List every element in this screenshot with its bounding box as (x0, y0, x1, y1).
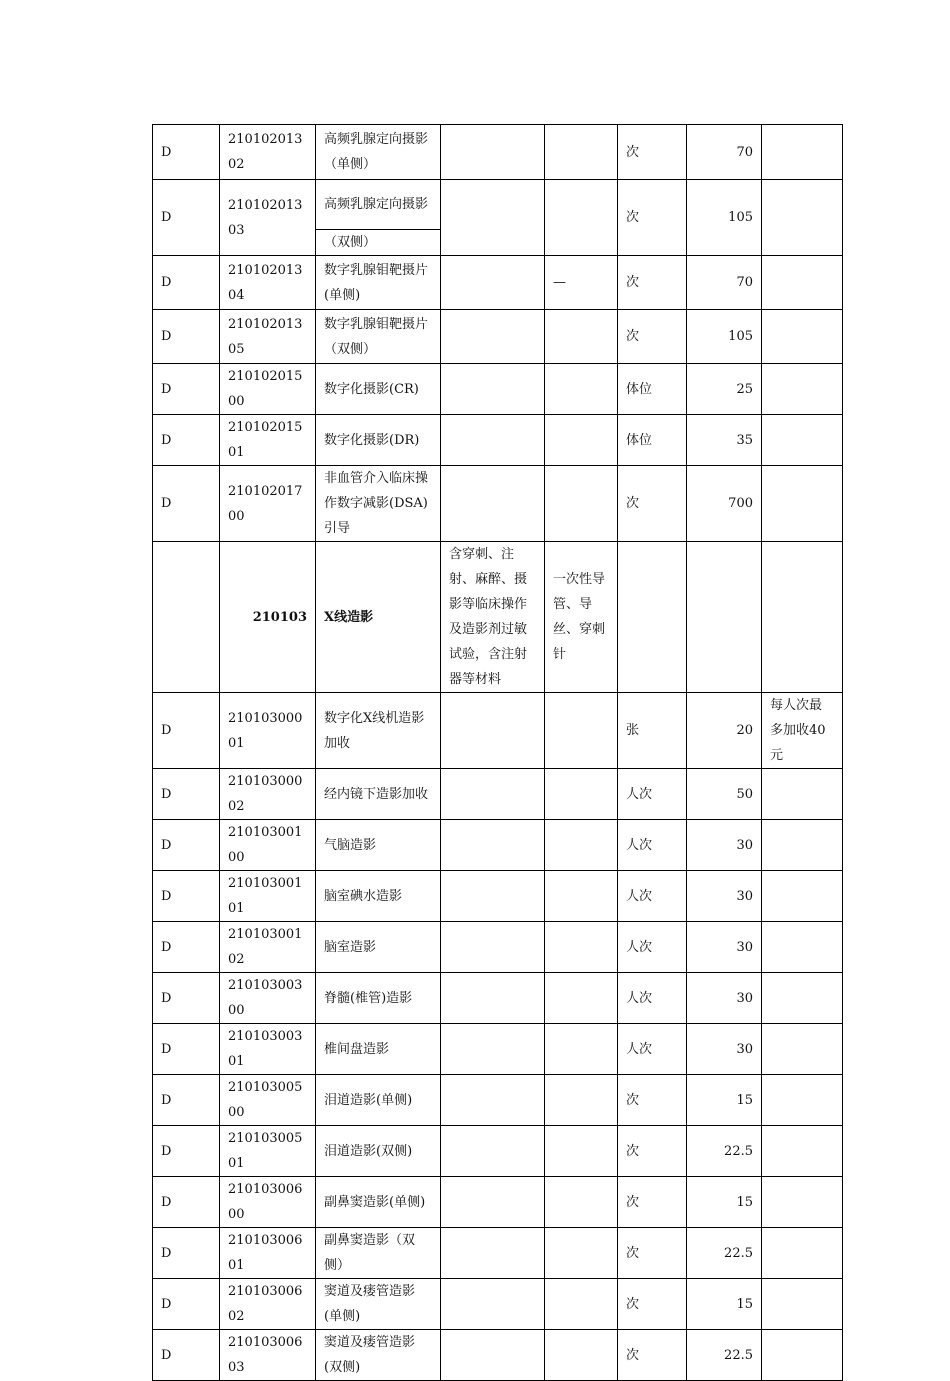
price-cell: 30 (687, 1024, 762, 1075)
fee-table-body (153, 125, 843, 1381)
unit-cell: 次 (618, 1177, 687, 1228)
class-cell: D (153, 1330, 220, 1381)
code-cell: 21010300100 (220, 820, 316, 871)
content-cell (441, 973, 545, 1024)
name-cell: 脑室造影 (316, 922, 441, 973)
content-cell (441, 364, 545, 415)
content-cell (441, 256, 545, 310)
price-cell: 700 (687, 466, 762, 542)
price-cell: 70 (687, 125, 762, 180)
unit-cell: 体位 (618, 364, 687, 415)
note-cell (762, 125, 843, 180)
except-cell (545, 871, 618, 922)
code-cell: 21010300001 (220, 693, 316, 769)
table-row (153, 415, 843, 466)
unit-cell: 次 (618, 1279, 687, 1330)
price-cell: 70 (687, 256, 762, 310)
table-row (153, 1075, 843, 1126)
table-row (153, 180, 843, 230)
table-row (153, 769, 843, 820)
name-cell: 泪道造影(单侧) (316, 1075, 441, 1126)
unit-cell: 次 (618, 125, 687, 180)
table-row-category (153, 542, 843, 693)
code-cell: 21010300002 (220, 769, 316, 820)
price-cell: 20 (687, 693, 762, 769)
except-cell (545, 1279, 618, 1330)
table-row (153, 1177, 843, 1228)
class-cell: D (153, 1279, 220, 1330)
unit-cell: 张 (618, 693, 687, 769)
content-cell (441, 180, 545, 256)
content-cell (441, 693, 545, 769)
price-cell: 50 (687, 769, 762, 820)
code-cell: 21010300102 (220, 922, 316, 973)
except-cell (545, 1126, 618, 1177)
class-cell: D (153, 180, 220, 256)
except-cell (545, 973, 618, 1024)
class-cell: D (153, 466, 220, 542)
code-cell: 21010201500 (220, 364, 316, 415)
except-cell (545, 1228, 618, 1279)
content-cell (441, 125, 545, 180)
except-cell (545, 364, 618, 415)
name-cell: 副鼻窦造影（双侧） (316, 1228, 441, 1279)
name-cell: 数字乳腺钼靶摄片(单侧) (316, 256, 441, 310)
except-cell (545, 415, 618, 466)
note-cell (762, 466, 843, 542)
price-cell: 15 (687, 1279, 762, 1330)
name-cell: 脑室碘水造影 (316, 871, 441, 922)
class-cell: D (153, 310, 220, 364)
unit-cell: 次 (618, 466, 687, 542)
code-cell: 21010201303 (220, 180, 316, 256)
name-cell: 副鼻窦造影(单侧) (316, 1177, 441, 1228)
code-cell: 21010300101 (220, 871, 316, 922)
note-cell (762, 973, 843, 1024)
unit-cell: 次 (618, 310, 687, 364)
note-cell (762, 769, 843, 820)
note-cell (762, 1024, 843, 1075)
unit-cell: 次 (618, 1228, 687, 1279)
content-cell (441, 1024, 545, 1075)
class-cell: D (153, 1228, 220, 1279)
unit-cell: 人次 (618, 820, 687, 871)
content-cell (441, 310, 545, 364)
code-cell: 21010300602 (220, 1279, 316, 1330)
table-row (153, 693, 843, 769)
except-cell (545, 1177, 618, 1228)
except-cell (545, 769, 618, 820)
content-cell (441, 1075, 545, 1126)
unit-cell: 次 (618, 256, 687, 310)
name-cell: 数字化X线机造影加收 (316, 693, 441, 769)
unit-cell: 次 (618, 180, 687, 256)
code-cell: 21010300603 (220, 1330, 316, 1381)
price-cell: 30 (687, 871, 762, 922)
category-name-cell: X线造影 (316, 542, 441, 693)
name-cell: 高频乳腺定向摄影（单侧） (316, 125, 441, 180)
note-cell (762, 820, 843, 871)
name-cell-continuation: （双侧） (316, 230, 441, 256)
note-cell (762, 922, 843, 973)
table-row (153, 125, 843, 180)
unit-cell: 次 (618, 1075, 687, 1126)
unit-cell: 人次 (618, 922, 687, 973)
code-cell: 21010300301 (220, 1024, 316, 1075)
name-cell: 椎间盘造影 (316, 1024, 441, 1075)
name-cell: 气脑造影 (316, 820, 441, 871)
class-cell: D (153, 820, 220, 871)
table-row (153, 466, 843, 542)
note-cell (762, 1330, 843, 1381)
name-cell: 脊髓(椎管)造影 (316, 973, 441, 1024)
except-cell (545, 310, 618, 364)
class-cell: D (153, 415, 220, 466)
note-cell (762, 310, 843, 364)
class-cell: D (153, 1126, 220, 1177)
table-row (153, 922, 843, 973)
note-cell (762, 1075, 843, 1126)
note-cell (762, 256, 843, 310)
table-row (153, 256, 843, 310)
content-cell (441, 820, 545, 871)
content-cell (441, 871, 545, 922)
class-cell: D (153, 256, 220, 310)
price-cell (687, 542, 762, 693)
content-cell (441, 466, 545, 542)
table-row (153, 1279, 843, 1330)
class-cell: D (153, 125, 220, 180)
content-cell (441, 1177, 545, 1228)
note-cell (762, 1228, 843, 1279)
table-row (153, 1126, 843, 1177)
price-cell: 105 (687, 310, 762, 364)
table-row (153, 1330, 843, 1381)
content-cell (441, 1126, 545, 1177)
unit-cell: 次 (618, 1126, 687, 1177)
code-cell: 21010300501 (220, 1126, 316, 1177)
class-cell: D (153, 1177, 220, 1228)
name-cell: 经内镜下造影加收 (316, 769, 441, 820)
class-cell: D (153, 922, 220, 973)
table-row (153, 871, 843, 922)
category-code-cell: 210103 (220, 542, 316, 693)
unit-cell: 人次 (618, 1024, 687, 1075)
content-cell: 含穿刺、注射、麻醉、摄影等临床操作及造影剂过敏试验，含注射器等材料 (441, 542, 545, 693)
except-cell (545, 820, 618, 871)
class-cell: D (153, 1075, 220, 1126)
price-cell: 22.5 (687, 1228, 762, 1279)
note-cell (762, 180, 843, 256)
note-cell: 每人次最多加收40元 (762, 693, 843, 769)
code-cell: 21010300601 (220, 1228, 316, 1279)
table-row (153, 1228, 843, 1279)
table-row (153, 364, 843, 415)
name-cell: 数字乳腺钼靶摄片（双侧） (316, 310, 441, 364)
unit-cell: 体位 (618, 415, 687, 466)
except-cell (545, 180, 618, 256)
code-cell: 21010201305 (220, 310, 316, 364)
class-cell: D (153, 973, 220, 1024)
unit-cell: 人次 (618, 769, 687, 820)
content-cell (441, 1228, 545, 1279)
note-cell (762, 1279, 843, 1330)
unit-cell: 人次 (618, 973, 687, 1024)
name-cell: 非血管介入临床操作数字减影(DSA)引导 (316, 466, 441, 542)
class-cell: D (153, 769, 220, 820)
class-cell: D (153, 1024, 220, 1075)
price-cell: 30 (687, 820, 762, 871)
class-cell: D (153, 364, 220, 415)
code-cell: 21010201302 (220, 125, 316, 180)
price-cell: 15 (687, 1075, 762, 1126)
note-cell (762, 871, 843, 922)
price-cell: 35 (687, 415, 762, 466)
name-cell: 高频乳腺定向摄影 (316, 180, 441, 230)
unit-cell: 人次 (618, 871, 687, 922)
note-cell (762, 1177, 843, 1228)
class-cell: D (153, 693, 220, 769)
price-cell: 15 (687, 1177, 762, 1228)
name-cell: 窦道及瘘管造影(双侧) (316, 1330, 441, 1381)
class-cell: D (153, 871, 220, 922)
except-cell (545, 466, 618, 542)
price-cell: 105 (687, 180, 762, 256)
except-cell (545, 1075, 618, 1126)
note-cell (762, 364, 843, 415)
content-cell (441, 769, 545, 820)
code-cell: 21010201304 (220, 256, 316, 310)
price-cell: 30 (687, 973, 762, 1024)
table-row (153, 973, 843, 1024)
note-cell (762, 1126, 843, 1177)
code-cell: 21010300500 (220, 1075, 316, 1126)
except-cell (545, 125, 618, 180)
code-cell: 21010300300 (220, 973, 316, 1024)
content-cell (441, 922, 545, 973)
code-cell: 21010201700 (220, 466, 316, 542)
price-cell: 22.5 (687, 1330, 762, 1381)
price-cell: 30 (687, 922, 762, 973)
note-cell (762, 415, 843, 466)
except-cell: — (545, 256, 618, 310)
name-cell: 数字化摄影(DR) (316, 415, 441, 466)
price-cell: 22.5 (687, 1126, 762, 1177)
name-cell: 窦道及瘘管造影(单侧) (316, 1279, 441, 1330)
note-cell (762, 542, 843, 693)
fee-table (152, 124, 843, 1381)
name-cell: 泪道造影(双侧) (316, 1126, 441, 1177)
unit-cell: 次 (618, 1330, 687, 1381)
table-row (153, 1024, 843, 1075)
content-cell (441, 415, 545, 466)
except-cell (545, 693, 618, 769)
content-cell (441, 1330, 545, 1381)
code-cell: 21010300600 (220, 1177, 316, 1228)
content-cell (441, 1279, 545, 1330)
unit-cell (618, 542, 687, 693)
class-cell (153, 542, 220, 693)
except-cell (545, 1024, 618, 1075)
table-row (153, 310, 843, 364)
except-cell: 一次性导管、导丝、穿刺针 (545, 542, 618, 693)
except-cell (545, 1330, 618, 1381)
price-cell: 25 (687, 364, 762, 415)
name-cell: 数字化摄影(CR) (316, 364, 441, 415)
code-cell: 21010201501 (220, 415, 316, 466)
except-cell (545, 922, 618, 973)
table-row (153, 820, 843, 871)
